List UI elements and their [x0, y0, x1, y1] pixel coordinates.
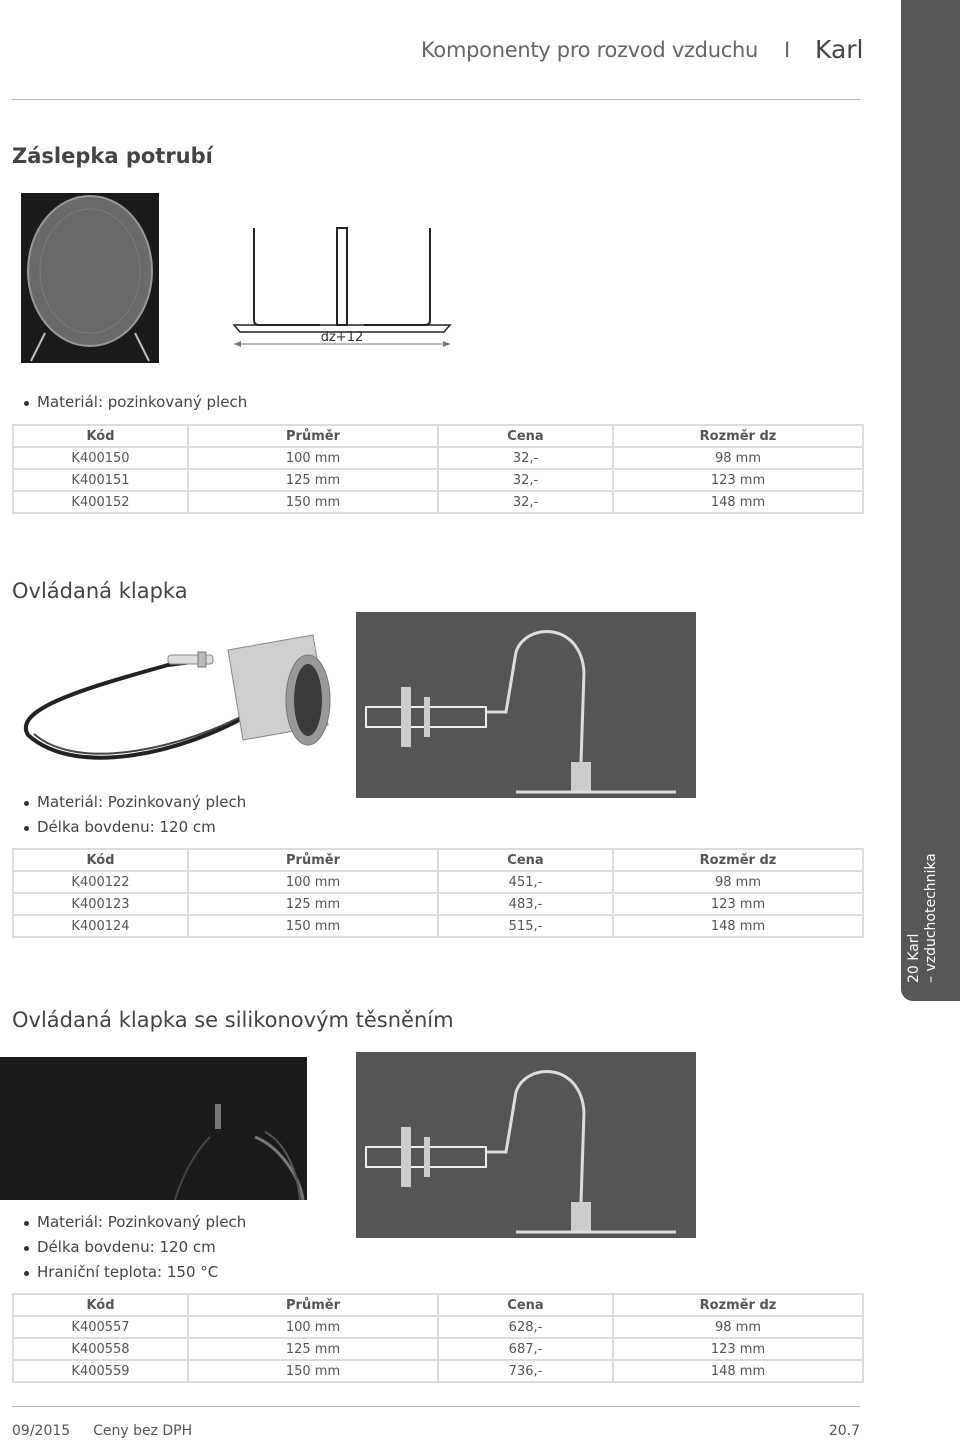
damper-detail-illustration	[356, 612, 696, 798]
bullet-item: Materiál: pozinkovaný plech	[12, 390, 247, 415]
product-table-klapka	[12, 848, 864, 938]
product-photo-end-cap	[21, 193, 159, 363]
table-header-row	[13, 1294, 863, 1316]
section-2-bullets	[12, 790, 246, 840]
chapter-sidetab-label	[906, 853, 940, 983]
col-header-diameter: Průměr	[188, 1294, 438, 1316]
table-row	[13, 469, 863, 491]
cell-price: 736,-	[438, 1360, 613, 1382]
col-header-price: Cena	[438, 849, 613, 871]
cell-code: K400557	[13, 1316, 188, 1338]
sidetab-line-1: 20 Karl	[906, 933, 922, 983]
col-header-size: Rozměr dz	[613, 1294, 863, 1316]
footer-date: 09/2015	[12, 1423, 71, 1439]
cell-diameter: 125 mm	[188, 893, 438, 915]
cell-size: 123 mm	[613, 893, 863, 915]
cell-code: K400152	[13, 491, 188, 513]
cell-price: 483,-	[438, 893, 613, 915]
bullet-item: Délka bovdenu: 120 cm	[12, 1235, 246, 1260]
footer-info	[12, 1423, 192, 1439]
header-separator: I	[784, 38, 791, 62]
header-title: Komponenty pro rozvod vzduchu	[421, 38, 758, 62]
table-header-row	[13, 425, 863, 447]
col-header-code: Kód	[13, 1294, 188, 1316]
sidetab-line-2: – vzduchotechnika	[923, 853, 939, 983]
section-3-bullets	[12, 1210, 246, 1285]
bullet-item: Materiál: Pozinkovaný plech	[12, 790, 246, 815]
drawing-dimension-label: dz+12	[320, 330, 364, 345]
cell-code: K400123	[13, 893, 188, 915]
page-number: 20.7	[828, 1423, 860, 1439]
product-photo-damper	[18, 630, 338, 780]
cell-price: 451,-	[438, 871, 613, 893]
chapter-sidetab	[901, 0, 960, 1001]
cell-size: 98 mm	[613, 1316, 863, 1338]
table-row	[13, 447, 863, 469]
cell-price: 32,-	[438, 469, 613, 491]
cell-diameter: 125 mm	[188, 469, 438, 491]
cell-code: K400558	[13, 1338, 188, 1360]
damper-silicone-detail-photo	[356, 1052, 696, 1238]
cell-size: 148 mm	[613, 1360, 863, 1382]
cell-price: 515,-	[438, 915, 613, 937]
col-header-size: Rozměr dz	[613, 425, 863, 447]
damper-silicone-illustration	[0, 1057, 307, 1200]
cell-size: 123 mm	[613, 469, 863, 491]
cell-size: 98 mm	[613, 447, 863, 469]
col-header-code: Kód	[13, 849, 188, 871]
table-row	[13, 491, 863, 513]
cell-code: K400559	[13, 1360, 188, 1382]
cell-price: 628,-	[438, 1316, 613, 1338]
section-title-klapka: Ovládaná klapka	[12, 579, 188, 603]
bullet-item: Délka bovdenu: 120 cm	[12, 815, 246, 840]
header-brand: Karl	[815, 35, 864, 64]
table-row	[13, 1360, 863, 1382]
col-header-code: Kód	[13, 425, 188, 447]
table-row	[13, 915, 863, 937]
cell-diameter: 100 mm	[188, 1316, 438, 1338]
table-row	[13, 1338, 863, 1360]
col-header-size: Rozměr dz	[613, 849, 863, 871]
product-table-klapka-silikon	[12, 1293, 864, 1383]
cell-price: 32,-	[438, 447, 613, 469]
cell-diameter: 100 mm	[188, 871, 438, 893]
bullet-item: Hraniční teplota: 150 °C	[12, 1260, 246, 1285]
bullet-item: Materiál: Pozinkovaný plech	[12, 1210, 246, 1235]
cell-price: 687,-	[438, 1338, 613, 1360]
product-photo-damper-silicone	[0, 1057, 307, 1200]
cell-diameter: 150 mm	[188, 915, 438, 937]
footer-note: Ceny bez DPH	[93, 1423, 193, 1439]
table-row	[13, 871, 863, 893]
product-table-zaslepka	[12, 424, 864, 514]
damper-illustration	[18, 630, 338, 780]
col-header-diameter: Průměr	[188, 425, 438, 447]
col-header-price: Cena	[438, 425, 613, 447]
cell-code: K400151	[13, 469, 188, 491]
header-divider	[12, 99, 860, 100]
cell-size: 98 mm	[613, 871, 863, 893]
damper-silicone-detail-illustration	[356, 1052, 696, 1238]
cell-code: K400150	[13, 447, 188, 469]
cell-code: K400124	[13, 915, 188, 937]
cell-diameter: 125 mm	[188, 1338, 438, 1360]
col-header-diameter: Průměr	[188, 849, 438, 871]
cell-size: 148 mm	[613, 915, 863, 937]
col-header-price: Cena	[438, 1294, 613, 1316]
section-1-bullets	[12, 390, 247, 415]
cell-size: 148 mm	[613, 491, 863, 513]
footer-divider	[12, 1406, 860, 1407]
damper-detail-photo	[356, 612, 696, 798]
cell-code: K400122	[13, 871, 188, 893]
table-row	[13, 893, 863, 915]
cell-price: 32,-	[438, 491, 613, 513]
cell-diameter: 150 mm	[188, 1360, 438, 1382]
section-title-zaslepka: Záslepka potrubí	[12, 144, 213, 168]
table-header-row	[13, 849, 863, 871]
section-title-klapka-silikon: Ovládaná klapka se silikonovým těsněním	[12, 1008, 454, 1032]
cell-size: 123 mm	[613, 1338, 863, 1360]
table-row	[13, 1316, 863, 1338]
end-cap-illustration	[21, 193, 159, 363]
cell-diameter: 100 mm	[188, 447, 438, 469]
cell-diameter: 150 mm	[188, 491, 438, 513]
